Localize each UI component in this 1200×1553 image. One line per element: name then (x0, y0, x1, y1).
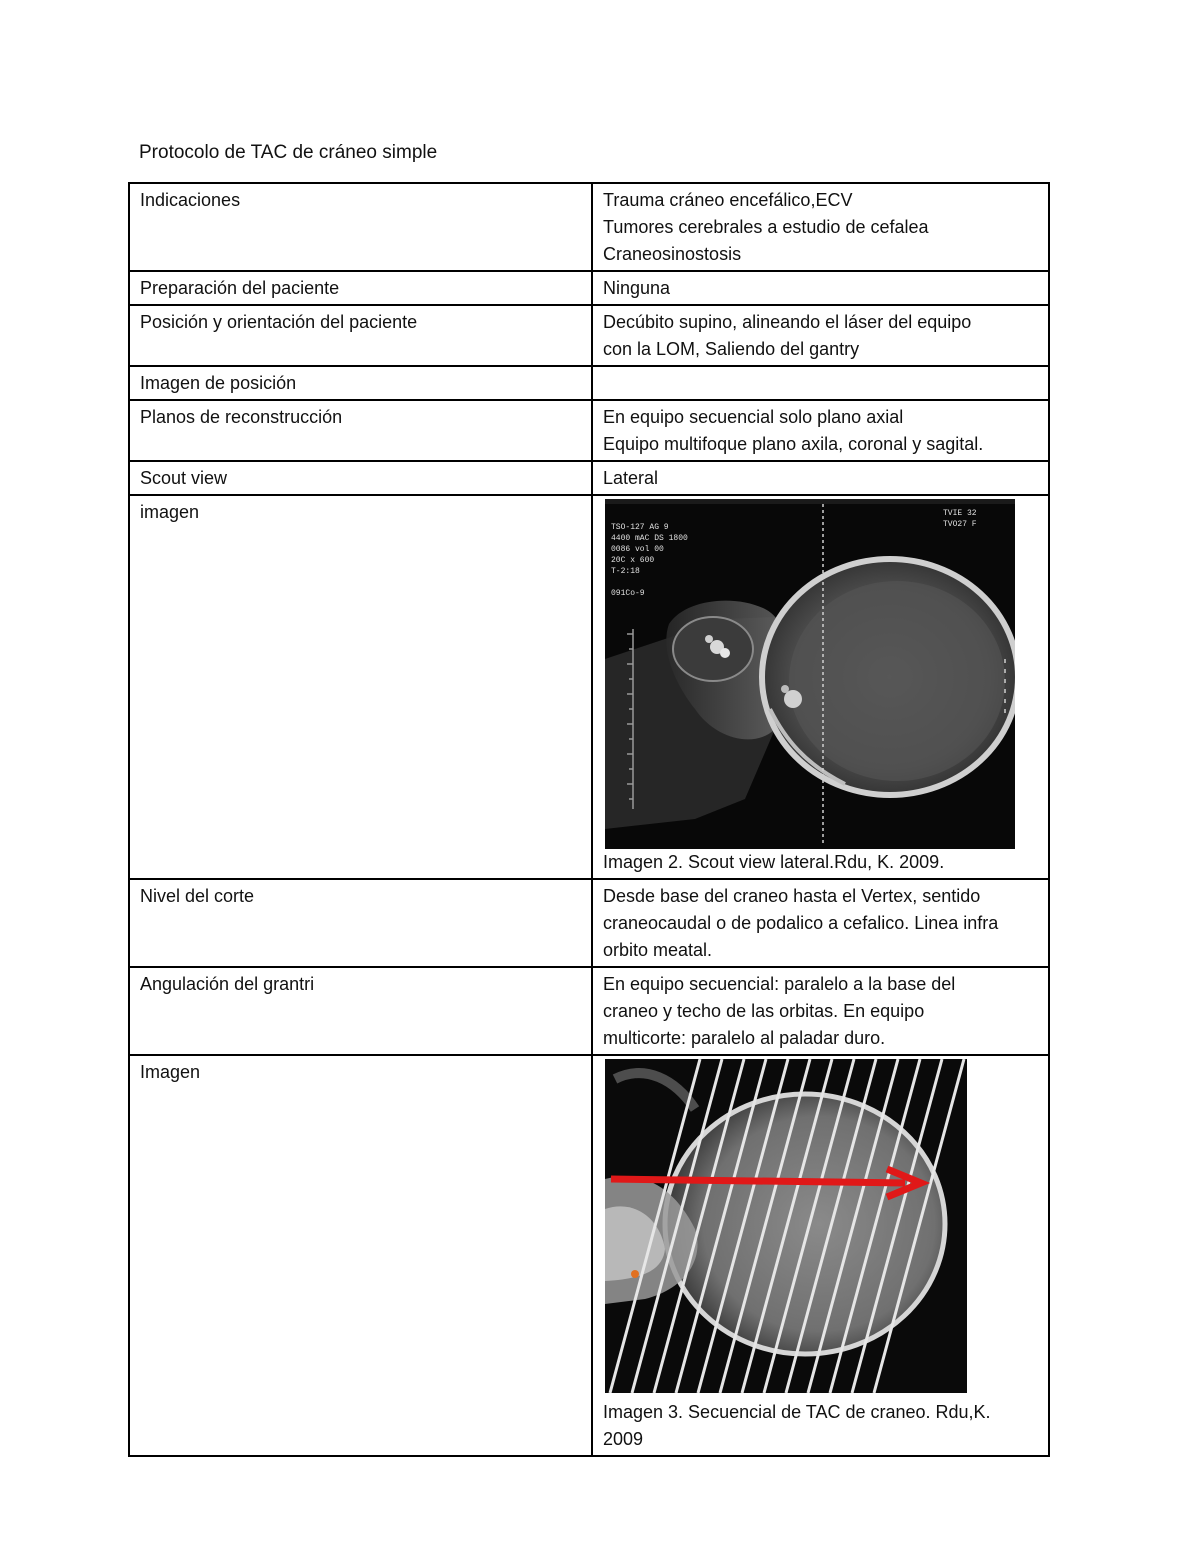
row-label: Imagen (129, 1055, 592, 1456)
row-value (592, 271, 1049, 305)
overlay-text: T-2:18 (611, 567, 640, 576)
row-value (592, 183, 1049, 271)
row-label: Planos de reconstrucción (129, 400, 592, 461)
table-row (129, 967, 1049, 1055)
value-line: craneocaudal o de podalico a cefalico. Linea infra (603, 913, 999, 933)
value-line: Trauma cráneo encefálico,ECV (603, 190, 853, 210)
row-value (592, 879, 1049, 967)
value-line: Tumores cerebrales a estudio de cefalea (603, 217, 929, 237)
row-label: Posición y orientación del paciente (129, 305, 592, 366)
row-label: Preparación del paciente (129, 271, 592, 305)
value-line: Desde base del craneo hasta el Vertex, sentido (603, 886, 981, 906)
overlay-text: 4400 mAC DS 1800 (611, 534, 688, 543)
caption-line: 2009 (603, 1429, 644, 1449)
image-caption: Imagen 2. Scout view lateral.Rdu, K. 2009. (603, 852, 945, 872)
overlay-text: 0086 vol 00 (611, 545, 664, 554)
value-line: Equipo multifoque plano axila, coronal y sagital. (603, 434, 984, 454)
value-line: Ninguna (603, 278, 671, 298)
row-value-image (592, 495, 1049, 879)
page-title: Protocolo de TAC de cráneo simple (139, 142, 438, 163)
table-row (129, 183, 1049, 271)
value-line: Decúbito supino, alineando el láser del equipo (603, 312, 972, 332)
table-row (129, 400, 1049, 461)
row-value-empty (592, 366, 1049, 400)
row-value (592, 305, 1049, 366)
value-line: orbito meatal. (603, 940, 713, 960)
table-row (129, 305, 1049, 366)
caption-line: Imagen 3. Secuencial de TAC de craneo. Rdu,K. (603, 1402, 991, 1422)
row-value (592, 967, 1049, 1055)
row-value (592, 461, 1049, 495)
value-line: con la LOM, Saliendo del gantry (603, 339, 860, 359)
row-value-image (592, 1055, 1049, 1456)
value-line: Craneosinostosis (603, 244, 742, 264)
value-line: En equipo secuencial solo plano axial (603, 407, 904, 427)
row-label: Angulación del grantri (129, 967, 592, 1055)
row-label: imagen (129, 495, 592, 879)
row-label: Indicaciones (129, 183, 592, 271)
value-line: multicorte: paralelo al paladar duro. (603, 1028, 886, 1048)
row-value (592, 400, 1049, 461)
value-line: En equipo secuencial: paralelo a la base del (603, 974, 956, 994)
sequential-ct-image (605, 1059, 967, 1393)
table-row (129, 461, 1049, 495)
table-row (129, 271, 1049, 305)
table-row (129, 1055, 1049, 1456)
table-row (129, 879, 1049, 967)
scout-view-image (605, 499, 1015, 849)
overlay-text: 091Co-9 (611, 589, 645, 598)
table-row (129, 366, 1049, 400)
scout-skull-xray (605, 499, 1015, 849)
value-line: craneo y techo de las orbitas. En equipo (603, 1001, 925, 1021)
sequential-ct-xray (605, 1059, 967, 1393)
overlay-text: TSO-127 AG 9 (611, 523, 669, 532)
protocol-table (128, 182, 1050, 1457)
value-line: Lateral (603, 468, 659, 488)
overlay-text: TVO27 F (943, 520, 977, 529)
row-label: Imagen de posición (129, 366, 592, 400)
row-label: Scout view (129, 461, 592, 495)
overlay-text: TVIE 32 (943, 509, 977, 518)
table-row (129, 495, 1049, 879)
row-label: Nivel del corte (129, 879, 592, 967)
overlay-text: 20C x 600 (611, 556, 655, 565)
